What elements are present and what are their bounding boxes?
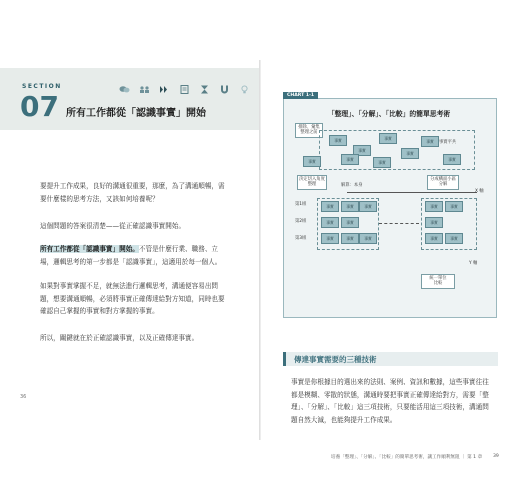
fact-box: 事實 bbox=[373, 157, 391, 168]
section-number: 07 bbox=[20, 90, 59, 123]
subheading-text: 傳達事實需要的三種技術 bbox=[294, 355, 377, 364]
running-footer: 培養「整理」、「分解」、「比較」的簡單思考術，讓工作順利無阻 ｜ 第 1 章 bbox=[331, 455, 483, 460]
decompose-label: 分成構面小區 分解 bbox=[427, 175, 459, 190]
page-number-left: 36 bbox=[20, 394, 27, 400]
paragraph-5: 所以，關鍵就在於正確認識事實，以及正確傳達事實。 bbox=[40, 334, 199, 342]
fact-box: 事實 bbox=[321, 217, 339, 228]
fact-box: 事實 bbox=[425, 233, 443, 244]
paragraph-4: 如果對事實掌握不足，就無法進行邏輯思考，溝通便容易出問題，想要溝通順暢，必須將事實正確傳達給對方知道，同時也要確認自己掌握的事實和對方掌握的事實。 bbox=[40, 282, 225, 315]
chart-tag: CHART 1-1 bbox=[283, 92, 318, 99]
fact-box: 事實 bbox=[359, 201, 377, 212]
lightbulb-icon bbox=[238, 84, 250, 94]
chat-icon bbox=[118, 84, 130, 94]
row-label-3: 第3組 bbox=[295, 236, 307, 241]
fact-box: 事實 bbox=[321, 201, 339, 212]
fact-box: 事實 bbox=[341, 217, 359, 228]
organize-label: 決定切入角度 整理 bbox=[297, 175, 327, 190]
x-axis-label: X 軸 bbox=[475, 189, 484, 194]
row-label-2: 第2組 bbox=[295, 219, 307, 224]
y-axis-label: Y 軸 bbox=[469, 261, 478, 266]
fact-box: 事實 bbox=[379, 133, 397, 144]
chart-title: 「整理」、「分解」、「比較」的簡單思考術 bbox=[327, 110, 451, 118]
fact-box: 事實 bbox=[341, 233, 359, 244]
organize-before-box: 排除、彙集 整理之前 bbox=[295, 123, 323, 138]
section-title: 所有工作都從「認識事實」開始 bbox=[66, 108, 206, 119]
x-axis-line bbox=[347, 192, 477, 193]
paragraph-3-lead: 所有工作都從「認識事實」開始。 bbox=[40, 245, 139, 253]
fact-box: 事實 bbox=[445, 233, 463, 244]
compare-label: 統一單位 比較 bbox=[421, 274, 455, 289]
section-icon-row bbox=[118, 84, 250, 94]
paragraph-1: 要提升工作成果，良好的溝通很重要，那麼，為了溝通順暢，需要什麼樣的思考方法，又該如何培養呢？ bbox=[40, 182, 225, 203]
paragraph-3 bbox=[40, 243, 230, 268]
right-paragraph: 事實是你根據目的選出來的法則、案例、資訊和數據，這些事實往往都是模糊、零散的狀態，溝通時要把事實正確傳達給對方，需要「整理」、「分解」、「比較」這三項技術，只要能活用這三項技術，溝通問題自然大減，也能夠提升工作成果。 bbox=[291, 378, 489, 424]
fact-box: 事實 bbox=[425, 217, 443, 228]
fact-space-label: 事實平共 bbox=[439, 140, 457, 145]
document-icon bbox=[178, 84, 190, 94]
arrows-icon bbox=[158, 84, 170, 94]
left-page bbox=[0, 60, 259, 440]
fact-box: 事實 bbox=[303, 156, 321, 167]
fact-box: 事實 bbox=[321, 233, 339, 244]
right-page bbox=[261, 60, 520, 460]
fact-box: 事實 bbox=[443, 154, 461, 165]
paragraph-3-body: 不管是什麼行業、職務、立場，邏輯思考的第一步都是「認識事實」，這適用於每一個人。 bbox=[40, 245, 222, 266]
people-icon bbox=[138, 84, 150, 94]
paragraph-2: 這個問題的答案很清楚——從正確認識事實開始。 bbox=[40, 222, 186, 230]
row-label-1: 第1組 bbox=[295, 202, 307, 207]
fact-box: 事實 bbox=[445, 201, 463, 212]
page-number-right: 39 bbox=[493, 454, 499, 459]
fact-box: 事實 bbox=[353, 145, 371, 156]
fact-box: 事實 bbox=[421, 136, 439, 147]
subheading-bar bbox=[283, 352, 498, 366]
solve-label: 解算：本身 bbox=[341, 183, 363, 188]
decompose-arrow bbox=[379, 223, 419, 224]
fact-box: 事實 bbox=[425, 201, 443, 212]
fact-box: 事實 bbox=[401, 148, 419, 159]
fact-box: 事實 bbox=[341, 201, 359, 212]
magnet-icon bbox=[218, 84, 230, 94]
fact-box: 事實 bbox=[341, 154, 359, 165]
section-label: SECTION bbox=[22, 83, 62, 90]
hourglass-icon bbox=[198, 84, 210, 94]
fact-box: 事實 bbox=[329, 135, 347, 146]
fact-box: 事實 bbox=[359, 233, 377, 244]
